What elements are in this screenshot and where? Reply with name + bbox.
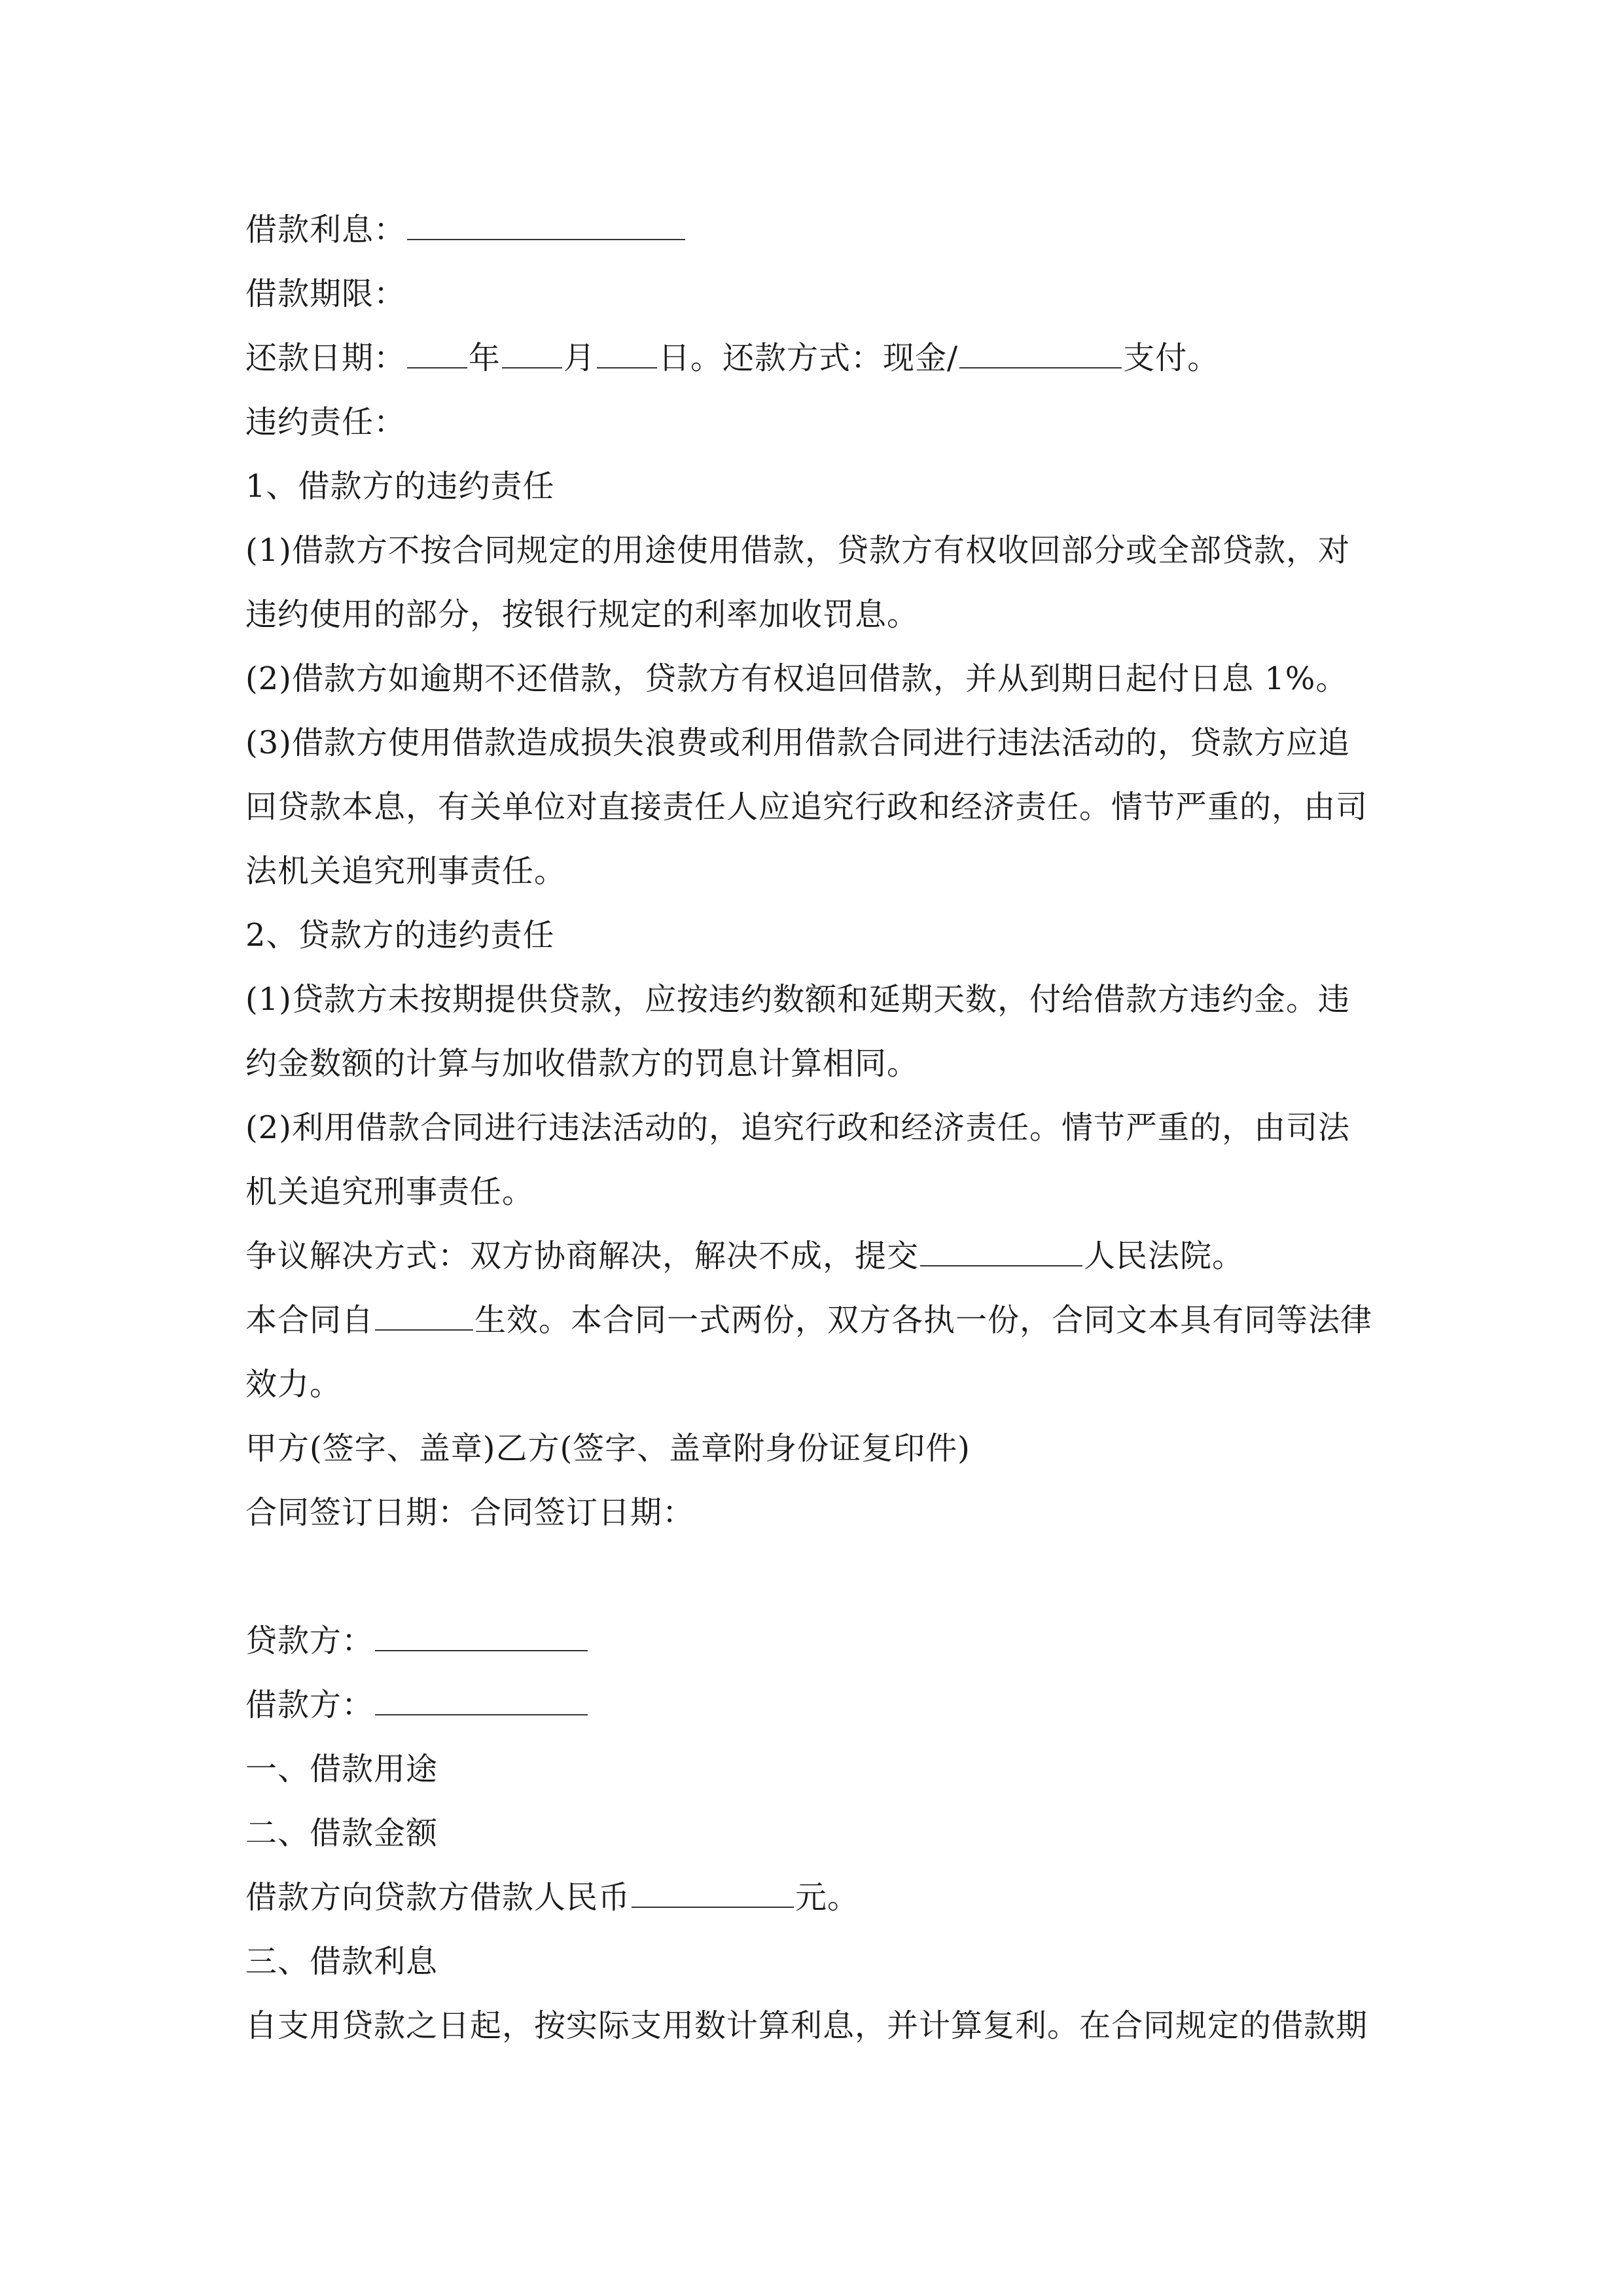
- amount-line: [245, 1865, 1381, 1929]
- paragraph-line: (2)借款方如逾期不还借款，贷款方有权追回借款，并从到期日起付日息 1%。: [245, 660, 1348, 697]
- borrower-line: [245, 1673, 1381, 1737]
- dispute-suffix: 人民法院。: [1084, 1238, 1245, 1274]
- paragraph-line: (1)借款方不按合同规定的用途使用借款，贷款方有权收回部分或全部贷款，对: [245, 532, 1350, 569]
- month-blank: [502, 328, 562, 368]
- pay-suffix: 支付。: [1123, 340, 1220, 376]
- lender-label: 贷款方：: [245, 1623, 374, 1659]
- interest-label: 借款利息：: [245, 211, 406, 248]
- effect-line: [245, 1288, 1381, 1352]
- sign-dates-line: 合同签订日期：合同签订日期：: [245, 1494, 695, 1531]
- effect-prefix: 本合同自: [245, 1302, 374, 1338]
- lender-breach-heading: 2、贷款方的违约责任: [245, 917, 555, 954]
- month-label: 月: [563, 340, 596, 376]
- interest-blank: [407, 200, 685, 240]
- paragraph-line: 机关追究刑事责任。: [245, 1174, 535, 1210]
- section-heading: 二、借款金额: [245, 1815, 438, 1852]
- paragraph-line: (3)借款方使用借款造成损失浪费或利用借款合同进行违法活动的，贷款方应追: [245, 725, 1350, 761]
- paragraph-line: 违约使用的部分，按银行规定的利率加收罚息。: [245, 596, 919, 633]
- term-label: 借款期限：: [245, 276, 406, 312]
- interest-line: [245, 198, 1381, 262]
- lender-line: [245, 1609, 1381, 1673]
- repay-date-label: 还款日期：: [245, 340, 406, 376]
- amount-prefix: 借款方向贷款方借款人民币: [245, 1879, 631, 1916]
- court-blank: [920, 1226, 1082, 1266]
- breach-label: 违约责任：: [245, 404, 406, 440]
- paragraph-line: 自支用贷款之日起，按实际支用数计算利息，并计算复利。在合同规定的借款期: [245, 2007, 1368, 2044]
- paragraph-line: 约金数额的计算与加收借款方的罚息计算相同。: [245, 1045, 919, 1082]
- paragraph-line: 效力。: [245, 1366, 342, 1403]
- year-blank: [407, 328, 467, 368]
- payment-method-blank: [959, 328, 1122, 368]
- repay-date-line: [245, 326, 1381, 390]
- section-heading: 一、借款用途: [245, 1751, 438, 1787]
- borrower-label: 借款方：: [245, 1687, 374, 1723]
- term-line: [245, 262, 1381, 326]
- effect-suffix: 生效。本合同一式两份，双方各执一份，合同文本具有同等法律: [474, 1302, 1373, 1338]
- amount-suffix: 元。: [795, 1879, 860, 1916]
- spacer: [245, 1545, 1381, 1609]
- paragraph-line: (1)贷款方未按期提供贷款，应按违约数额和延期天数，付给借款方违约金。违: [245, 981, 1350, 1018]
- paragraph-line: 回贷款本息，有关单位对直接责任人应追究行政和经济责任。情节严重的，由司: [245, 789, 1368, 825]
- section-heading: 三、借款利息: [245, 1943, 438, 1980]
- paragraph-line: (2)利用借款合同进行违法活动的，追究行政和经济责任。情节严重的，由司法: [245, 1109, 1350, 1146]
- paragraph-line: 法机关追究刑事责任。: [245, 853, 567, 889]
- contract-body: [245, 198, 1381, 2058]
- year-label: 年: [469, 340, 501, 376]
- effect-blank: [375, 1290, 473, 1331]
- day-and-method: 日。还款方式：现金/: [658, 340, 959, 376]
- amount-blank: [632, 1867, 794, 1908]
- borrower-breach-heading: 1、借款方的违约责任: [245, 468, 555, 505]
- dispute-line: [245, 1224, 1381, 1288]
- borrower-blank: [375, 1675, 588, 1715]
- dispute-prefix: 争议解决方式：双方协商解决，解决不成，提交: [245, 1238, 919, 1274]
- lender-blank: [375, 1611, 588, 1651]
- signatures-line: 甲方(签字、盖章)乙方(签字、盖章附身份证复印件): [245, 1430, 971, 1467]
- day-blank: [597, 328, 657, 368]
